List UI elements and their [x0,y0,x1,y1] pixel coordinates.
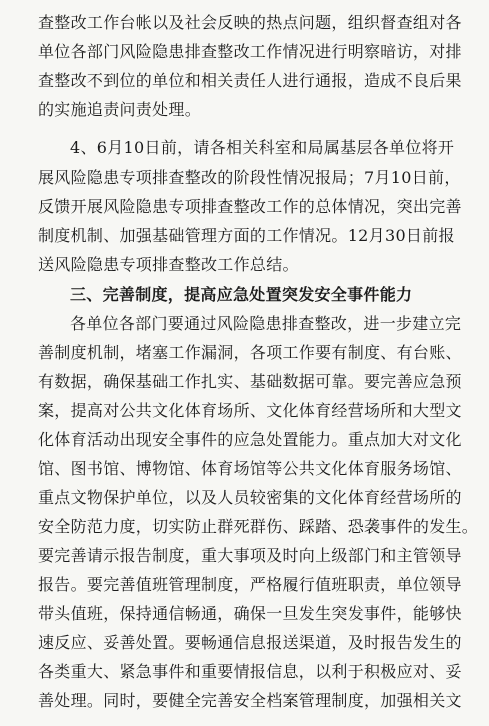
text-line: 馆、图书馆、博物馆、体育场馆等公共文化体育服务场馆、 [38,459,462,478]
text-line: 送风险隐患专项排查整改工作总结。 [38,255,299,274]
text-line: 报告。要完善值班管理制度，严格履行值班职责，单位领导 [38,575,462,594]
text-line: 的实施追责问责处理。 [38,100,202,119]
text-line: 安全防范力度，切实防止群死群伤、踩踏、恐袭事件的发生。 [38,517,479,536]
text-line: 单位各部门风险隐患排查整改工作情况进行明察暗访，对排 [38,42,462,61]
text-line: 善制度机制，堵塞工作漏洞，各项工作要有制度、有台账、 [38,343,462,362]
text-line: 制度机制、加强基础管理方面的工作情况。12月30日前报 [38,226,455,245]
text-line: 有数据，确保基础工作扎实、基础数据可靠。要完善应急预 [38,372,462,391]
text-line: 查整改不到位的单位和相关责任人进行通报，造成不良后果 [38,71,462,90]
text-line: 善处理。同时，要健全完善安全档案管理制度，加强相关文 [38,691,462,710]
text-line: 反馈开展风险隐患专项排查整改工作的总体情况，突出完善 [38,197,462,216]
text-line: 速反应、妥善处置。要畅通信息报送渠道，及时报告发生的 [38,633,462,652]
text-line: 查整改工作台帐以及社会反映的热点问题，组织督查组对各 [38,13,462,32]
text-line: 4、6月10日前，请各相关科室和局属基层各单位将开 [70,138,455,157]
text-line: 化体育活动出现安全事件的应急处置能力。重点加大对文化 [38,430,462,449]
text-line: 展风险隐患专项排查整改的阶段性情况报局；7月10日前， [38,168,461,187]
text-line: 要完善请示报告制度，重大事项及时向上级部门和主管领导 [38,546,462,565]
text-line: 各单位各部门要通过风险隐患排查整改，进一步建立完 [70,314,462,333]
section-heading: 三、完善制度，提高应急处置突发安全事件能力 [70,285,413,304]
text-line: 重点文物保护单位，以及人员较密集的文化体育经营场所的 [38,488,462,507]
text-line: 带头值班，保持通信畅通，确保一旦发生突发事件，能够快 [38,604,462,623]
text-line: 案，提高对公共文化体育场所、文化体育经营场所和大型文 [38,401,462,420]
text-line: 各类重大、紧急事件和重要情报信息，以利于积极应对、妥 [38,662,462,681]
